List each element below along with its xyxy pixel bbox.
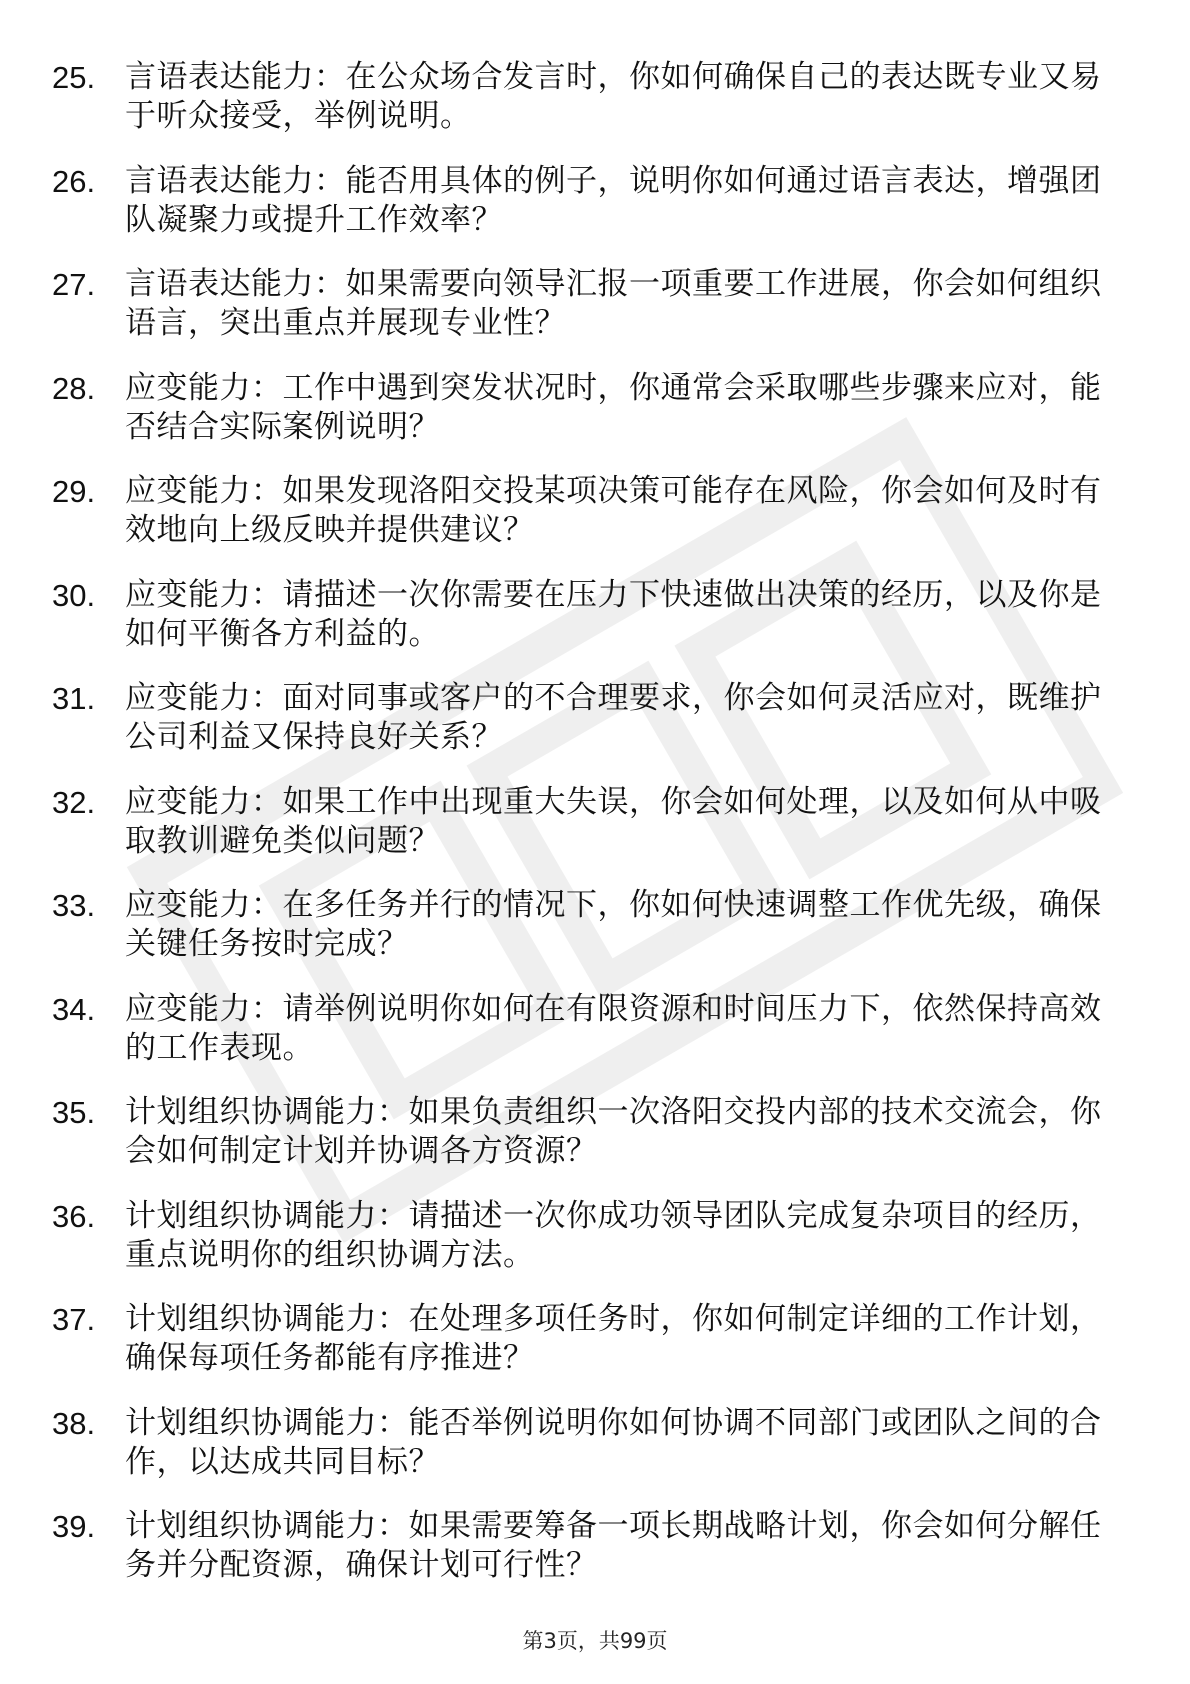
question-text: 应变能力：在多任务并行的情况下，你如何快速调整工作优先级，确保关键任务按时完成？ <box>125 887 1102 962</box>
question-number: 32. <box>52 784 96 820</box>
question-number: 34. <box>52 991 96 1027</box>
question-text: 应变能力：请举例说明你如何在有限资源和时间压力下，依然保持高效的工作表现。 <box>125 990 1102 1066</box>
question-item <box>52 1404 1112 1508</box>
question-item <box>52 1507 1112 1611</box>
question-text: 言语表达能力：在公众场合发言时，你如何确保自己的表达既专业又易于听众接受，举例说明。 <box>125 59 1102 134</box>
question-number: 26. <box>52 163 96 199</box>
question-item <box>52 679 1112 783</box>
question-number: 35. <box>52 1095 96 1130</box>
question-item <box>52 783 1112 887</box>
question-text: 计划组织协调能力：请描述一次你成功领导团队完成复杂项目的经历，重点说明你的组织协调方法。 <box>125 1197 1102 1273</box>
question-list <box>52 58 1112 1611</box>
question-item <box>52 886 1112 990</box>
question-number: 33. <box>52 888 96 923</box>
question-number: 31. <box>52 681 96 716</box>
question-item <box>52 990 1112 1094</box>
question-item <box>52 369 1112 473</box>
page-footer <box>0 1628 1190 1654</box>
question-number: 25. <box>52 60 96 95</box>
page-number-label: 第3页，共99页 <box>522 1629 668 1653</box>
question-text: 计划组织协调能力：能否举例说明你如何协调不同部门或团队之间的合作，以达成共同目标？ <box>125 1404 1102 1480</box>
question-text: 计划组织协调能力：如果负责组织一次洛阳交投内部的技术交流会，你会如何制定计划并协调各方资源？ <box>125 1094 1102 1169</box>
question-number: 37. <box>52 1302 96 1337</box>
question-item <box>52 162 1112 266</box>
question-text: 应变能力：请描述一次你需要在压力下快速做出决策的经历，以及你是如何平衡各方利益的。 <box>125 576 1102 652</box>
question-item <box>52 1300 1112 1404</box>
question-text: 计划组织协调能力：如果需要筹备一项长期战略计划，你会如何分解任务并分配资源，确保计划可行性？ <box>125 1508 1102 1583</box>
question-number: 30. <box>52 577 96 613</box>
question-number: 28. <box>52 370 96 406</box>
question-item <box>52 1093 1112 1197</box>
question-text: 应变能力：如果工作中出现重大失误，你会如何处理，以及如何从中吸取教训避免类似问题？ <box>125 783 1102 859</box>
question-number: 39. <box>52 1509 96 1544</box>
question-text: 应变能力：面对同事或客户的不合理要求，你会如何灵活应对，既维护公司利益又保持良好关系？ <box>125 680 1102 755</box>
question-number: 38. <box>52 1405 96 1441</box>
question-number: 27. <box>52 267 96 302</box>
question-text: 言语表达能力：如果需要向领导汇报一项重要工作进展，你会如何组织语言，突出重点并展现专业性？ <box>125 266 1102 341</box>
question-item <box>52 265 1112 369</box>
question-text: 应变能力：工作中遇到突发状况时，你通常会采取哪些步骤来应对，能否结合实际案例说明？ <box>125 369 1102 445</box>
question-item <box>52 576 1112 680</box>
question-number: 36. <box>52 1198 96 1234</box>
question-item <box>52 472 1112 576</box>
question-number: 29. <box>52 474 96 509</box>
question-text: 言语表达能力：能否用具体的例子，说明你如何通过语言表达，增强团队凝聚力或提升工作效率？ <box>125 162 1102 238</box>
question-text: 应变能力：如果发现洛阳交投某项决策可能存在风险，你会如何及时有效地向上级反映并提供建议？ <box>125 473 1102 548</box>
question-text: 计划组织协调能力：在处理多项任务时，你如何制定详细的工作计划，确保每项任务都能有序推进？ <box>125 1301 1102 1376</box>
question-item <box>52 58 1112 162</box>
question-item <box>52 1197 1112 1301</box>
